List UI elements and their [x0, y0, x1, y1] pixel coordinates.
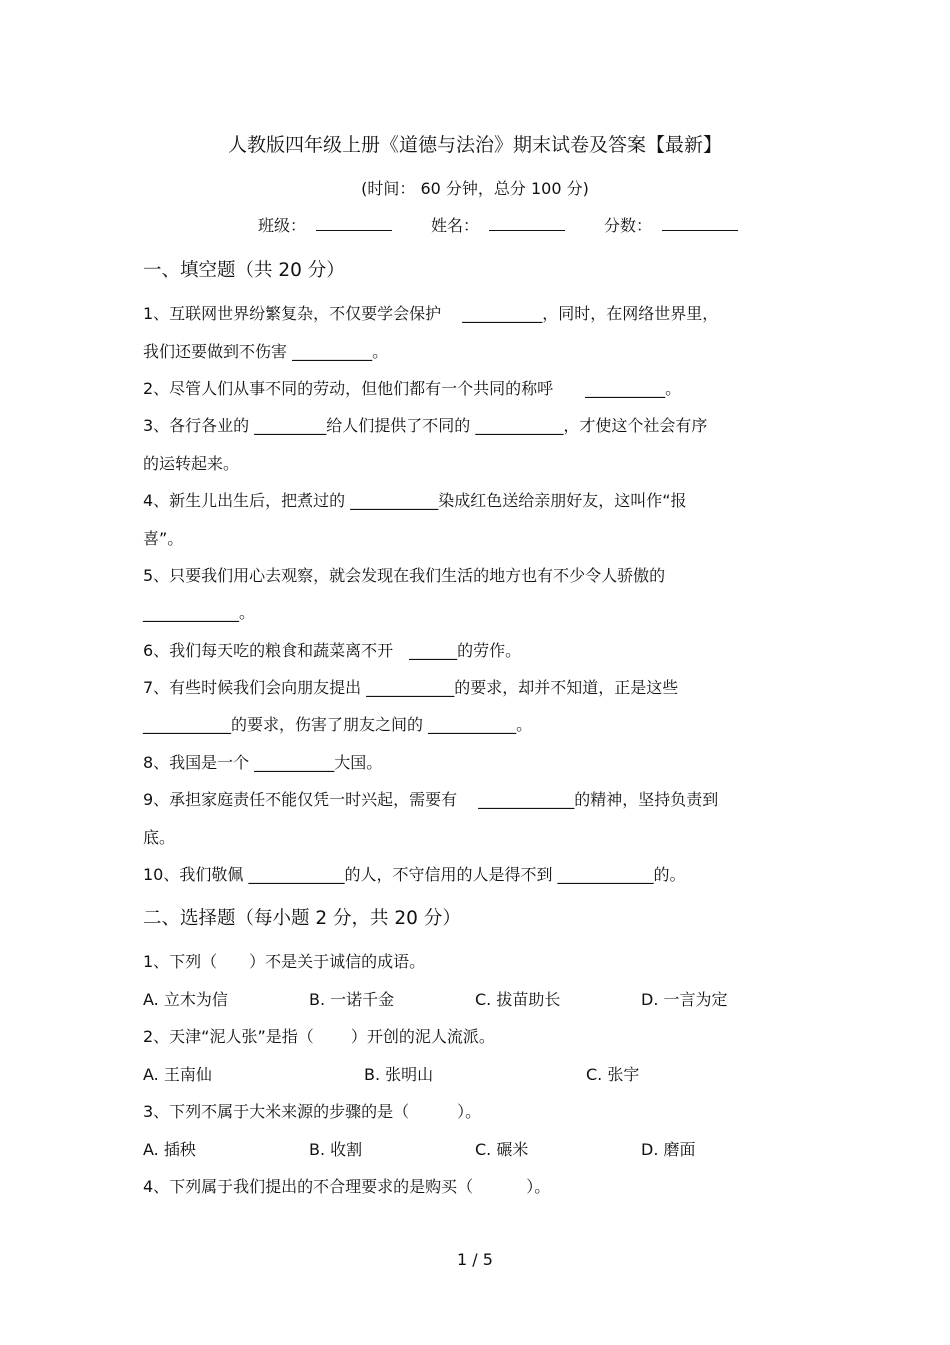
- mc-q1-option-c: C. 拔苗助长: [475, 990, 561, 1009]
- question-line: 6、我们每天吃的粮食和蔬菜离不开 ______的劳作。: [143, 641, 522, 660]
- class-label: 班级：: [258, 216, 307, 235]
- question-line: 的运转起来。: [143, 454, 240, 473]
- exam-subtitle: (时间： 60 分钟，总分 100 分): [361, 179, 589, 198]
- question-line: 底。: [143, 828, 176, 847]
- section1-heading: 一、填空题（共 20 分）: [143, 260, 345, 281]
- mc-q3-option-a: A. 插秧: [143, 1140, 196, 1159]
- mc-question-1: 1、下列（ ）不是关于诚信的成语。: [143, 952, 426, 971]
- question-line: ___________的要求，伤害了朋友之间的 ___________。: [143, 715, 533, 734]
- class-blank: [316, 229, 392, 231]
- question-line: 喜”。: [143, 529, 184, 548]
- mc-question-2: 2、天津“泥人张”是指（ ）开创的泥人流派。: [143, 1027, 495, 1046]
- mc-q2-option-b: B. 张明山: [364, 1065, 434, 1084]
- mc-q3-option-c: C. 碾米: [475, 1140, 529, 1159]
- score-label: 分数：: [604, 216, 653, 235]
- page-number: 1 / 5: [457, 1250, 493, 1269]
- score-field: [604, 213, 738, 236]
- mc-q2-option-a: A. 王南仙: [143, 1065, 212, 1084]
- question-line: 10、我们敬佩 ____________的人，不守信用的人是得不到 ____________的。: [143, 865, 686, 884]
- name-label: 姓名：: [431, 216, 480, 235]
- mc-question-3: 3、下列不属于大米来源的步骤的是（ ）。: [143, 1102, 482, 1121]
- question-line: 4、新生儿出生后，把煮过的 ___________染成红色送给亲朋好友，这叫作“报: [143, 491, 687, 510]
- mc-question-4: 4、下列属于我们提出的不合理要求的是购买（ ）。: [143, 1177, 551, 1196]
- question-line: 8、我国是一个 __________大国。: [143, 753, 383, 772]
- name-field: [431, 213, 565, 236]
- score-blank: [662, 229, 738, 231]
- question-line: 7、有些时候我们会向朋友提出 ___________的要求，却并不知道，正是这些: [143, 678, 679, 697]
- question-line: 1、互联网世界纷繁复杂，不仅要学会保护 __________，同时，在网络世界里，: [143, 304, 719, 323]
- question-line: 9、承担家庭责任不能仅凭一时兴起，需要有 ____________的精神，坚持负责到: [143, 790, 719, 809]
- mc-q1-option-a: A. 立木为信: [143, 990, 228, 1009]
- question-line: 我们还要做到不伤害 __________。: [143, 342, 389, 361]
- question-line: 2、尽管人们从事不同的劳动，但他们都有一个共同的称呼 __________。: [143, 379, 682, 398]
- class-field: [258, 213, 392, 236]
- question-line: 5、只要我们用心去观察，就会发现在我们生活的地方也有不少令人骄傲的: [143, 566, 666, 585]
- mc-q3-option-d: D. 磨面: [641, 1140, 696, 1159]
- question-line: 3、各行各业的 _________给人们提供了不同的 ___________，才使这个社会有序: [143, 416, 708, 435]
- section2-heading: 二、选择题（每小题 2 分，共 20 分）: [143, 908, 461, 929]
- mc-q2-option-c: C. 张宇: [586, 1065, 640, 1084]
- mc-q1-option-d: D. 一言为定: [641, 990, 728, 1009]
- mc-q3-option-b: B. 收割: [309, 1140, 363, 1159]
- name-blank: [489, 229, 565, 231]
- question-line: ____________。: [143, 603, 256, 622]
- exam-title: 人教版四年级上册《道德与法治》期末试卷及答案【最新】: [227, 134, 722, 156]
- mc-q1-option-b: B. 一诺千金: [309, 990, 395, 1009]
